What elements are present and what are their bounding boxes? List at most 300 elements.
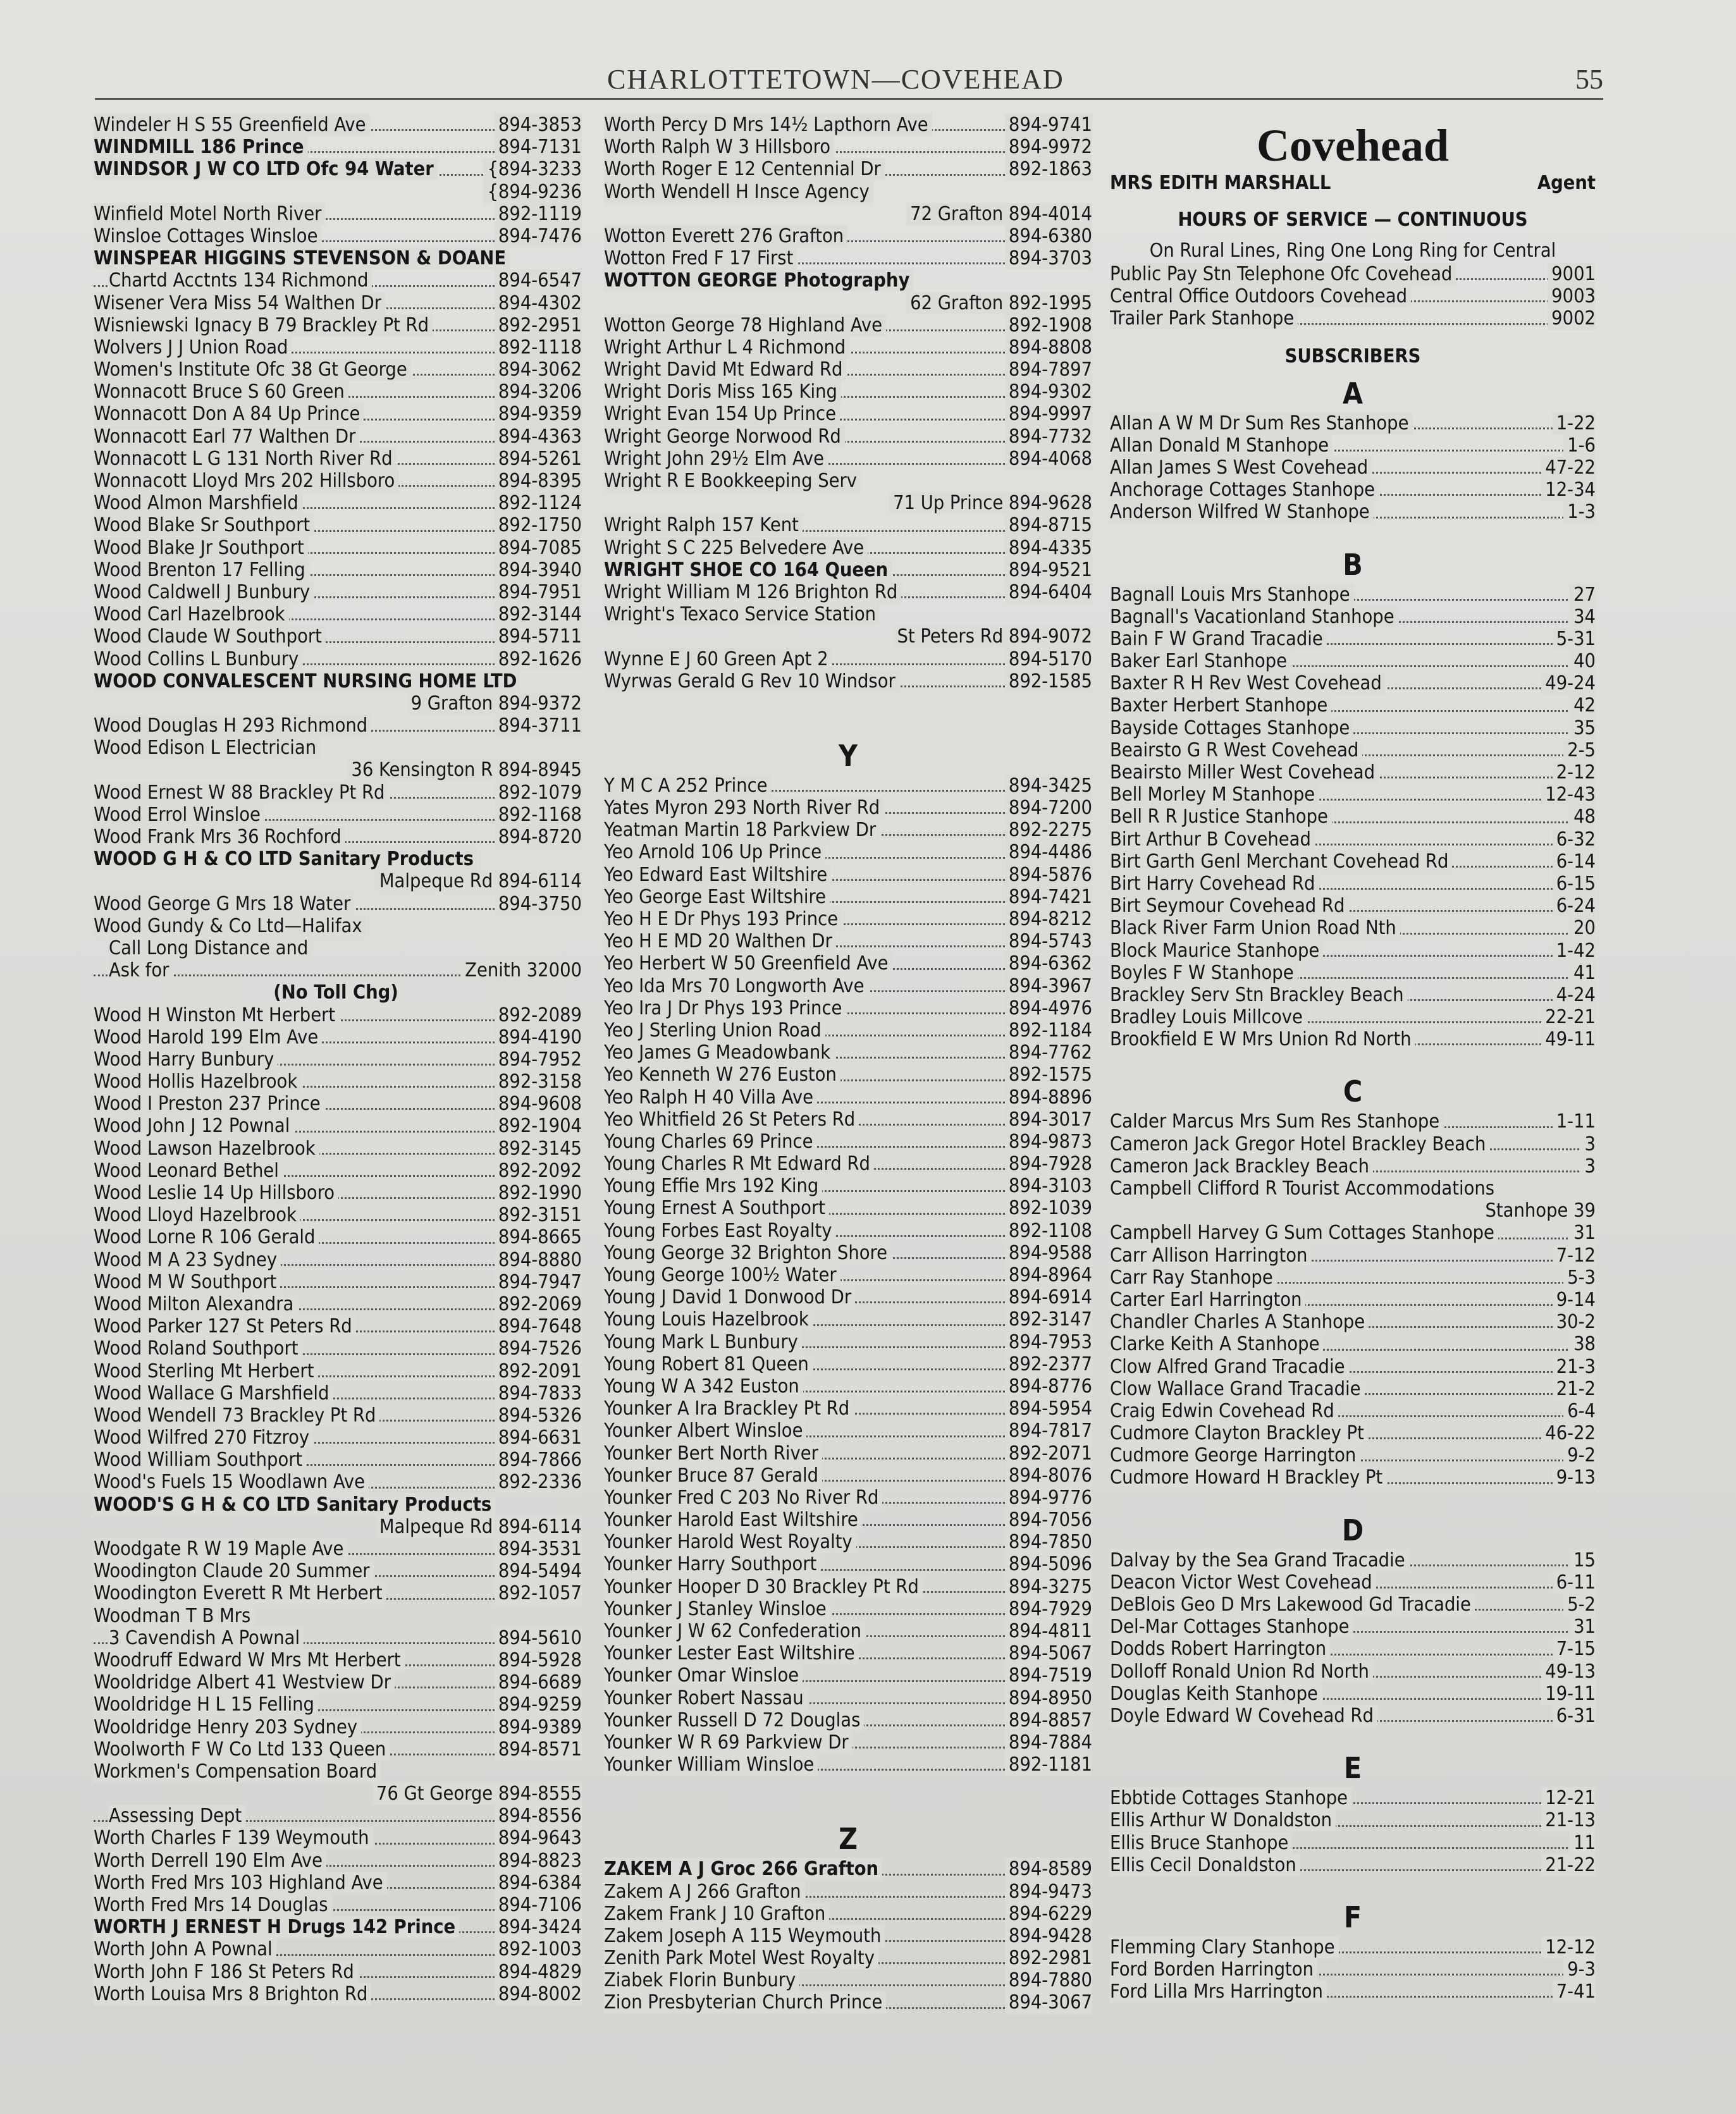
listing-entry (1110, 1006, 1596, 1028)
listing-phone: 20 (1570, 917, 1596, 939)
listing-entry (604, 797, 1092, 819)
listing-name: Wonnacott L G 131 North River Rd (94, 448, 397, 470)
listing-name: Worth Derrell 190 Elm Ave (94, 1850, 326, 1872)
listing-name: Wood Hollis Hazelbrook (94, 1071, 301, 1093)
listing-name: Yeo James G Meadowbank (604, 1042, 834, 1064)
listing-entry (94, 1226, 582, 1248)
listing-phone: 892-1575 (1005, 1064, 1092, 1086)
listing-name: Central Office Outdoors Covehead (1110, 285, 1411, 307)
listing-name: Chartd Acctnts 134 Richmond (109, 269, 372, 292)
listing-entry (1110, 584, 1596, 606)
listing-name: Ford Borden Harrington (1110, 1958, 1317, 1981)
listing-name: Del-Mar Cottages Stanhope (1110, 1616, 1353, 1638)
listing-entry (604, 975, 1092, 997)
listing-phone: Malpeque Rd 894-6114 (376, 1516, 582, 1538)
listing-phone: 894-8857 (1005, 1709, 1092, 1731)
listing-name: Woodman T B Mrs (94, 1605, 254, 1627)
listing-phone: 894-9389 (495, 1716, 582, 1738)
listing-entry (604, 864, 1092, 886)
listing-name: Wright's Texaco Service Station (604, 603, 880, 625)
listing-phone: 7-12 (1553, 1244, 1596, 1267)
listing-name: Call Long Distance and (109, 937, 312, 959)
listing-phone: 894-5954 (1005, 1398, 1092, 1420)
listing-name: Young Effie Mrs 192 King (604, 1175, 822, 1197)
listing-name: Chandler Charles A Stanhope (1110, 1311, 1369, 1333)
listing-entry (1110, 1378, 1596, 1400)
listing-entry (604, 1598, 1092, 1620)
listing-phone: 894-7085 (495, 537, 582, 559)
section-spacer (604, 1776, 1092, 1820)
listing-name: Wright Evan 154 Up Prince (604, 403, 840, 425)
listing-name: Wood Errol Winsloe (94, 804, 264, 826)
listing-name: Wood Harry Bunbury (94, 1048, 278, 1071)
listing-phone: 19-11 (1541, 1683, 1596, 1705)
listing-entry (94, 537, 582, 559)
listing-name: Bagnall Louis Mrs Stanhope (1110, 584, 1354, 606)
listing-phone: 49-24 (1541, 672, 1596, 694)
listing-phone: 894-5067 (1005, 1642, 1092, 1664)
section-letter: Y (839, 738, 858, 773)
listing-name: Wotton George 78 Highland Ave (604, 314, 886, 336)
listing-entry (94, 1071, 582, 1093)
listing-phone: 892-1990 (495, 1182, 582, 1204)
listing-phone: 894-7884 (1005, 1731, 1092, 1754)
listing-phone: 892-3147 (1005, 1308, 1092, 1330)
listing-entry (94, 1182, 582, 1204)
listing-name: Wood Milton Alexandra (94, 1293, 297, 1315)
listing-entry (94, 136, 582, 158)
listing-name: Wood Carl Hazelbrook (94, 603, 289, 625)
listing-phone: 40 (1570, 650, 1596, 672)
listing-name: Douglas Keith Stanhope (1110, 1683, 1322, 1705)
listing-phone: 892-1908 (1005, 314, 1092, 336)
listing-phone: 894-8808 (1005, 336, 1092, 359)
listing-entry (94, 114, 582, 136)
listing-entry (94, 1872, 582, 1894)
listing-entry (94, 1627, 582, 1649)
listing-name: WOOD'S G H & CO LTD Sanitary Products (94, 1494, 495, 1516)
listing-phone: 892-2336 (495, 1471, 582, 1493)
listing-phone: 2-12 (1553, 761, 1596, 784)
section-spacer (1110, 1489, 1596, 1511)
listing-name: Cudmore Howard H Brackley Pt (1110, 1466, 1386, 1489)
listing-entry (1110, 1936, 1596, 1958)
listing-name: Young Mark L Bunbury (604, 1331, 802, 1353)
listing-phone: 9002 (1548, 307, 1596, 329)
listing-name: Worth Fred Mrs 14 Douglas (94, 1894, 332, 1916)
listing-name: Younker Omar Winsloe (604, 1664, 803, 1687)
listing-phone: 1-3 (1563, 501, 1596, 523)
listing-phone: 4-24 (1553, 984, 1596, 1006)
listing-name: Wood M W Southport (94, 1271, 280, 1293)
listing-phone: 892-3158 (495, 1071, 582, 1093)
listing-name: Public Pay Stn Telephone Ofc Covehead (1110, 263, 1456, 285)
listing-entry (604, 1220, 1092, 1242)
listing-name: Worth Louisa Mrs 8 Brighton Rd (94, 1983, 371, 2005)
listing-phone: 894-7519 (1005, 1664, 1092, 1687)
listing-entry (604, 886, 1092, 908)
listing-entry (604, 292, 1092, 314)
listing-phone: 31 (1570, 1616, 1596, 1638)
listing-phone: 892-1057 (495, 1582, 582, 1604)
listing-entry (94, 359, 582, 381)
listing-phone: 894-3750 (495, 893, 582, 915)
listing-phone: 894-4335 (1005, 537, 1092, 559)
listing-phone: 892-1124 (495, 492, 582, 514)
listing-name: Flemming Clary Stanhope (1110, 1936, 1339, 1958)
listing-entry (604, 1903, 1092, 1925)
listing-name: Younker Harold West Royalty (604, 1531, 856, 1553)
listing-name: Winsloe Cottages Winsloe (94, 225, 321, 247)
listing-phone: 892-1904 (495, 1115, 582, 1137)
listing-name: Allan A W M Dr Sum Res Stanhope (1110, 412, 1413, 434)
listing-phone: 894-8715 (1005, 514, 1092, 536)
listing-name: Calder Marcus Mrs Sum Res Stanhope (1110, 1110, 1443, 1133)
listing-name: Bradley Louis Millcove (1110, 1006, 1307, 1028)
listing-name: Wyrwas Gerald G Rev 10 Windsor (604, 670, 899, 692)
listing-entry (94, 1938, 582, 1960)
listing-phone: 6-15 (1553, 873, 1596, 895)
listing-phone: 5-31 (1553, 628, 1596, 650)
listing-name: Younker Harry Southport (604, 1553, 820, 1575)
listing-name: Zakem Joseph A 115 Weymouth (604, 1925, 885, 1947)
listing-name: Worth John F 186 St Peters Rd (94, 1961, 358, 1983)
listing-entry (94, 870, 582, 892)
listing-phone: Malpeque Rd 894-6114 (376, 870, 582, 892)
listing-phone: 894-6380 (1005, 225, 1092, 247)
listing-entry (604, 403, 1092, 425)
listing-name: WRIGHT SHOE CO 164 Queen (604, 559, 892, 581)
listing-phone: 894-8395 (495, 470, 582, 492)
listing-name: Baker Earl Stanhope (1110, 650, 1291, 672)
listing-phone: 894-7947 (495, 1271, 582, 1293)
listing-phone: 1-42 (1553, 940, 1596, 962)
listing-phone: 3 (1581, 1155, 1596, 1177)
listing-name: Allan Donald M Stanhope (1110, 434, 1333, 457)
listing-name: Carr Allison Harrington (1110, 1244, 1311, 1267)
listing-entry (604, 1969, 1092, 1991)
listing-phone: 30-2 (1553, 1311, 1596, 1333)
section-letter: A (1342, 376, 1364, 410)
listing-entry (94, 1204, 582, 1226)
listing-phone: 9001 (1548, 263, 1596, 285)
listing-name: Wood William Southport (94, 1449, 306, 1471)
listing-phone: 892-2377 (1005, 1353, 1092, 1375)
listing-name: Yeo J Sterling Union Road (604, 1019, 825, 1042)
listing-entry (94, 470, 582, 492)
listing-name: Zakem A J 266 Grafton (604, 1881, 805, 1903)
listing-entry (604, 181, 1092, 203)
listing-name: Wood Harold 199 Elm Ave (94, 1026, 322, 1048)
listing-entry (604, 537, 1092, 559)
listing-phone: 48 (1570, 806, 1596, 828)
listing-name: Worth Charles F 139 Weymouth (94, 1827, 373, 1849)
listing-phone: Stanhope 39 (1482, 1200, 1596, 1222)
listing-name: Wooldridge H L 15 Felling (94, 1693, 318, 1716)
listing-entry (94, 759, 582, 781)
listing-phone: 12-21 (1541, 1787, 1596, 1809)
listing-phone: 892-2091 (495, 1360, 582, 1382)
listing-name: Brookfield E W Mrs Union Rd North (1110, 1028, 1415, 1050)
listing-entry (1110, 307, 1596, 329)
listing-entry (604, 1991, 1092, 2013)
listing-entry (1110, 1705, 1596, 1727)
listing-entry (94, 269, 582, 292)
listing-name: Wood Sterling Mt Herbert (94, 1360, 317, 1382)
listing-name: Wright George Norwood Rd (604, 426, 845, 448)
listing-entry (604, 1642, 1092, 1664)
listing-name: Zenith Park Motel West Royalty (604, 1947, 878, 1969)
listing-phone: 894-7953 (1005, 1331, 1092, 1353)
listing-name: Bayside Cottages Stanhope (1110, 717, 1353, 739)
listing-name: Younker J Stanley Winsloe (604, 1598, 830, 1620)
listing-entry (604, 908, 1092, 930)
listing-name: Carter Earl Harrington (1110, 1289, 1305, 1311)
listing-phone: 894-4190 (495, 1026, 582, 1048)
listing-entry (1110, 1444, 1596, 1466)
listing-entry (604, 1109, 1092, 1131)
listing-phone: 42 (1570, 694, 1596, 716)
listing-entry (94, 1671, 582, 1693)
hours-of-service: HOURS OF SERVICE — CONTINUOUS (1178, 209, 1528, 231)
listing-phone: 894-3103 (1005, 1175, 1092, 1197)
listing-name: Ellis Cecil Donaldston (1110, 1854, 1300, 1876)
listing-phone: 35 (1570, 717, 1596, 739)
listing-entry (604, 314, 1092, 336)
section-spacer (1110, 524, 1596, 546)
header-rule (95, 98, 1603, 100)
listing-phone: 1-6 (1563, 434, 1596, 457)
listing-name: Wood Brenton 17 Felling (94, 559, 309, 581)
listing-entry (94, 559, 582, 581)
listing-phone: 72 Grafton 894-4014 (906, 203, 1092, 225)
listing-name: Y M C A 252 Prince (604, 775, 772, 797)
listing-name: Worth Ralph W 3 Hillsboro (604, 136, 834, 158)
listing-entry (604, 648, 1092, 670)
listing-entry (604, 1153, 1092, 1175)
listing-entry (604, 559, 1092, 581)
listing-phone: 894-8950 (1005, 1687, 1092, 1709)
listing-name: Zakem Frank J 10 Grafton (604, 1903, 829, 1925)
listing-phone: 62 Grafton 892-1995 (906, 292, 1092, 314)
listing-entry (94, 826, 582, 848)
page-header (607, 63, 1603, 108)
listing-phone: 894-8720 (495, 826, 582, 848)
listing-phone: 894-5170 (1005, 648, 1092, 670)
listing-phone: 894-8212 (1005, 908, 1092, 930)
listing-name: Yeo Arnold 106 Up Prince (604, 841, 825, 863)
listing-name: Young Charles 69 Prince (604, 1131, 816, 1153)
listing-name: Anchorage Cottages Stanhope (1110, 479, 1379, 501)
listing-entry (604, 492, 1092, 514)
listing-phone: 5-2 (1563, 1594, 1596, 1616)
listing-phone: 6-32 (1553, 828, 1596, 851)
listing-phone: 894-8964 (1005, 1264, 1092, 1286)
listing-entry (1110, 1244, 1596, 1267)
listing-name: Wood Claude W Southport (94, 625, 326, 648)
listing-phone: 9003 (1548, 285, 1596, 307)
listing-entry (604, 1858, 1092, 1880)
listing-name: Anderson Wilfred W Stanhope (1110, 501, 1374, 523)
listing-name: Wood Blake Sr Southport (94, 514, 314, 536)
listing-name: Yeo Edward East Wiltshire (604, 864, 831, 886)
listing-entry (604, 1197, 1092, 1219)
listing-entry (1110, 1200, 1596, 1222)
listing-name: Wooldridge Albert 41 Westview Dr (94, 1671, 395, 1693)
listing-name: Wright Arthur L 4 Richmond (604, 336, 849, 359)
listing-name: Winfield Motel North River (94, 203, 325, 225)
listing-entry (604, 1131, 1092, 1153)
listing-entry (94, 1093, 582, 1115)
listing-entry (94, 381, 582, 403)
listing-name: Dalvay by the Sea Grand Tracadie (1110, 1549, 1409, 1571)
listing-entry (94, 1693, 582, 1716)
listing-phone: 27 (1570, 584, 1596, 606)
listing-name: Wonnacott Don A 84 Up Prince (94, 403, 364, 425)
listing-phone: 894-7648 (495, 1315, 582, 1337)
listing-name: Bell R R Justice Stanhope (1110, 806, 1332, 828)
listing-entry (1110, 650, 1596, 672)
listing-phone: 894-3206 (495, 381, 582, 403)
listing-phone: 21-3 (1553, 1356, 1596, 1378)
listing-entry (604, 581, 1092, 603)
listing-entry (604, 1242, 1092, 1264)
listing-entry (94, 158, 582, 180)
listing-entry (94, 426, 582, 448)
listing-phone: 894-9521 (1005, 559, 1092, 581)
listing-entry (604, 1731, 1092, 1754)
listing-entry (1110, 717, 1596, 739)
listing-name: Yeo George East Wiltshire (604, 886, 830, 908)
listing-entry (604, 1487, 1092, 1509)
listing-entry (1110, 761, 1596, 784)
listing-entry (94, 1360, 582, 1382)
section-letter: B (1343, 547, 1363, 582)
listing-name: Wotton Everett 276 Grafton (604, 225, 847, 247)
listing-phone: 894-5261 (495, 448, 582, 470)
listing-phone: 9-2 (1563, 1444, 1596, 1466)
listing-name: Ask for (109, 959, 173, 981)
listing-name: Baxter R H Rev West Covehead (1110, 672, 1386, 694)
listing-name: Wood John J 12 Pownal (94, 1115, 293, 1137)
listing-phone: 894-9997 (1005, 403, 1092, 425)
listing-phone: 21-2 (1553, 1378, 1596, 1400)
listing-name: Wood Lloyd Hazelbrook (94, 1204, 300, 1226)
listing-name: WINDSOR J W CO LTD Ofc 94 Water (94, 158, 438, 180)
page-running-title: CHARLOTTETOWN—COVEHEAD (607, 64, 1064, 95)
listing-phone: 7-41 (1553, 1981, 1596, 2003)
listing-entry (604, 775, 1092, 797)
listing-entry (604, 136, 1092, 158)
listing-name: Wisener Vera Miss 54 Walthen Dr (94, 292, 385, 314)
listing-entry (1110, 1400, 1596, 1422)
listing-name: Wood Frank Mrs 36 Rochford (94, 826, 345, 848)
listing-phone: 894-7833 (495, 1382, 582, 1404)
listing-name: Brackley Serv Stn Brackley Beach (1110, 984, 1408, 1006)
section-spacer (1110, 2003, 1596, 2025)
listing-entry (1110, 1683, 1596, 1705)
listing-phone: 894-5326 (495, 1404, 582, 1427)
listing-name: WORTH J ERNEST H Drugs 142 Prince (94, 1916, 459, 1938)
listing-phone: 894-8076 (1005, 1465, 1092, 1487)
listing-entry (604, 114, 1092, 136)
listing-name: Baxter Herbert Stanhope (1110, 694, 1331, 716)
listing-name: WINDMILL 186 Prince (94, 136, 308, 158)
listing-name: Ford Lilla Mrs Harrington (1110, 1981, 1327, 2003)
listing-name: Young Ernest A Southport (604, 1197, 829, 1219)
listing-entry (604, 1042, 1092, 1064)
listing-entry (604, 225, 1092, 247)
listing-phone: 894-5876 (1005, 864, 1092, 886)
listing-entry (604, 1925, 1092, 1947)
listing-phone: 892-3145 (495, 1138, 582, 1160)
listing-entry (94, 181, 582, 203)
listing-phone: 894-4486 (1005, 841, 1092, 863)
listing-name: Worth Wendell H Insce Agency (604, 181, 873, 203)
section-letter: C (1343, 1074, 1363, 1109)
listing-entry (1110, 1616, 1596, 1638)
listing-name: Wright Ralph 157 Kent (604, 514, 803, 536)
listing-entry (94, 1827, 582, 1849)
listing-phone: 894-8665 (495, 1226, 582, 1248)
covehead-column (1110, 120, 1596, 2025)
listing-name: Wood I Preston 237 Prince (94, 1093, 324, 1115)
listing-phone: 21-13 (1541, 1809, 1596, 1831)
listing-phone: 894-7880 (1005, 1969, 1092, 1991)
listing-name: Younker W R 69 Parkview Dr (604, 1731, 853, 1754)
listing-phone: 894-8776 (1005, 1375, 1092, 1398)
listing-name: Wood Collins L Bunbury (94, 648, 302, 670)
listing-entry (1110, 672, 1596, 694)
listing-note: (No Toll Chg) (273, 981, 398, 1004)
listing-name: Wood H Winston Mt Herbert (94, 1004, 339, 1026)
listing-entry (94, 1649, 582, 1671)
listing-phone: 892-1181 (1005, 1754, 1092, 1776)
listing-name: 3 Cavendish A Pownal (109, 1627, 304, 1649)
listing-name: Wisniewski Ignacy B 79 Brackley Pt Rd (94, 314, 433, 336)
listing-entry (604, 359, 1092, 381)
listing-name: Cudmore George Harrington (1110, 1444, 1360, 1466)
listing-phone: 894-6404 (1005, 581, 1092, 603)
listing-phone: 894-4302 (495, 292, 582, 314)
listing-phone: 892-1168 (495, 804, 582, 826)
listing-entry (94, 603, 582, 625)
section-letter: E (1343, 1751, 1362, 1786)
listing-name: Younker Hooper D 30 Brackley Pt Rd (604, 1576, 923, 1598)
listing-name: Wood Wilfred 270 Fitzroy (94, 1427, 313, 1449)
listing-name: Assessing Dept (109, 1805, 245, 1827)
listing-name: Yates Myron 293 North River Rd (604, 797, 883, 819)
listing-entry (1110, 1422, 1596, 1444)
listing-entry (604, 1264, 1092, 1286)
listing-entry (1110, 1466, 1596, 1489)
listing-phone: 894-6362 (1005, 952, 1092, 974)
listing-entry (1110, 851, 1596, 873)
listing-name: Wood Parker 127 St Peters Rd (94, 1315, 356, 1337)
listing-phone: 894-3703 (1005, 247, 1092, 269)
listing-name: Bain F W Grand Tracadie (1110, 628, 1327, 650)
listing-name: Wood Douglas H 293 Richmond (94, 715, 371, 737)
listing-phone: 894-5096 (1005, 1553, 1092, 1575)
listing-entry (1110, 457, 1596, 479)
listing-entry (94, 782, 582, 804)
listing-name: ZAKEM A J Groc 266 Grafton (604, 1858, 882, 1880)
listing-phone: 894-7732 (1005, 426, 1092, 448)
listing-entry (604, 269, 1092, 292)
listing-phone: 894-8002 (495, 1983, 582, 2005)
section-letter: D (1341, 1513, 1364, 1547)
listing-phone: 34 (1570, 606, 1596, 628)
